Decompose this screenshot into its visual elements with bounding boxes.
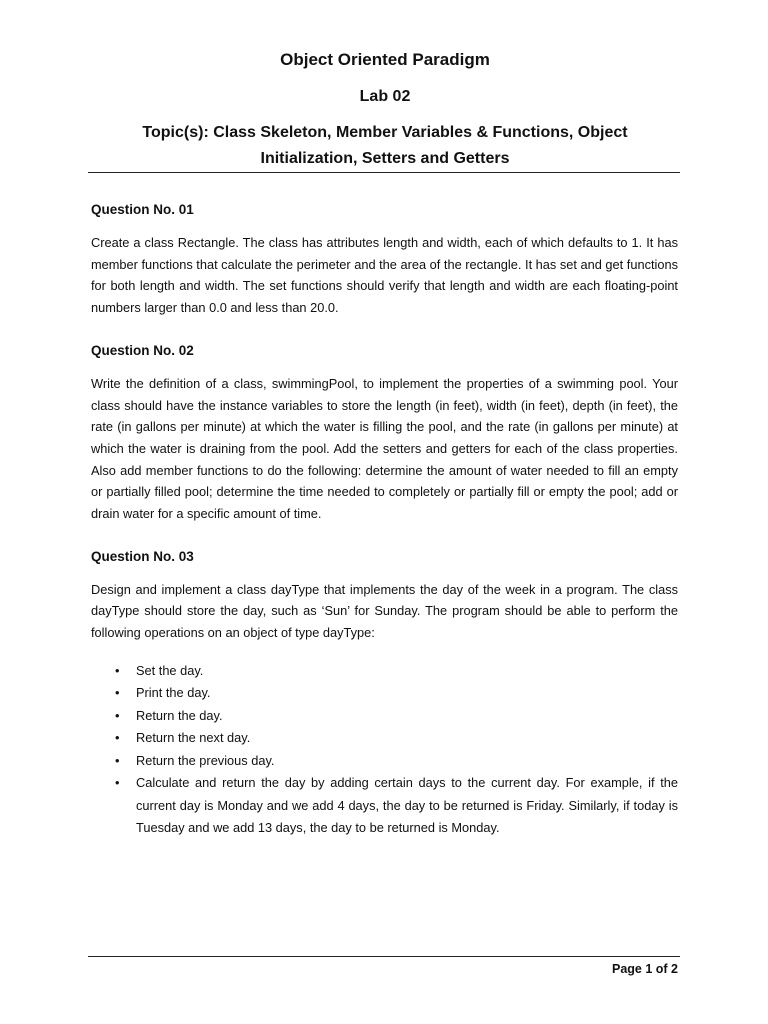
header-divider (88, 172, 680, 173)
question-heading: Question No. 01 (91, 202, 194, 217)
question-2 (91, 341, 678, 525)
page-number: Page 1 of 2 (612, 962, 678, 976)
operations-list (91, 660, 678, 840)
list-item (91, 727, 678, 750)
bullet-icon: • (115, 730, 120, 746)
bullet-icon: • (115, 752, 120, 768)
list-item (91, 750, 678, 773)
list-item (91, 705, 678, 728)
document-header (90, 48, 680, 172)
topics-line-1: Topic(s): Class Skeleton, Member Variables & Functions, Object (142, 124, 628, 141)
bullet-icon: • (115, 707, 120, 723)
list-item-text: Return the previous day. (136, 752, 275, 768)
question-text: Create a class Rectangle. The class has attributes length and width, each of which defaults to 1. It has member functions that calculate the perimeter and the area of the rectangle. It has set and get functions for both length and width. The set functions should verify that length and width are each floating-point numbers larger than 0.0 and less than 20.0. (91, 235, 678, 316)
question-text: Write the definition of a class, swimmingPool, to implement the properties of a swimming pool. Your class should have the instance variables to store the length (in feet), width (in feet), depth (in feet), the rate (in gallons per minute) at which the water is filling the pool, and the rate (in gallons per minute) at which the water is draining from the pool. Add the setters and getters for each of the class properties. Also add member functions to do the following: determine the amount of water needed to fill an empty or partially filled pool; determine the time needed to completely or partially fill or empty the pool; add or drain water for a specific amount of time. (91, 375, 678, 522)
list-item-text: Calculate and return the day by adding certain days to the current day. For example, if the current day is Monday and we add 4 days, the day to be returned is Friday. Similarly, if today is Tuesday and we add 13 days, the day to be returned is Monday. (136, 775, 678, 836)
question-3 (91, 547, 678, 840)
list-item-text: Return the day. (136, 707, 223, 723)
topics-line-2: Initialization, Setters and Getters (260, 150, 510, 167)
list-item-text: Print the day. (136, 685, 211, 701)
list-item (91, 772, 678, 840)
bullet-icon: • (115, 685, 120, 701)
question-text: Design and implement a class dayType that implements the day of the week in a program. The class dayType should store the day, such as ‘Sun’ for Sunday. The program should be able to perform the following operations on an object of type dayType: (91, 581, 678, 641)
bullet-icon: • (115, 662, 120, 678)
question-1 (91, 200, 678, 319)
list-item (91, 682, 678, 705)
footer-divider (88, 956, 680, 957)
list-item-text: Return the next day. (136, 730, 251, 746)
topics-heading (90, 120, 680, 172)
document-title: Object Oriented Paradigm (280, 50, 490, 69)
bullet-icon: • (115, 775, 120, 791)
lab-number: Lab 02 (359, 88, 411, 105)
document-body (91, 200, 678, 840)
list-item-text: Set the day. (136, 662, 204, 678)
question-heading: Question No. 03 (91, 548, 194, 564)
question-heading: Question No. 02 (91, 342, 194, 358)
list-item (91, 660, 678, 683)
